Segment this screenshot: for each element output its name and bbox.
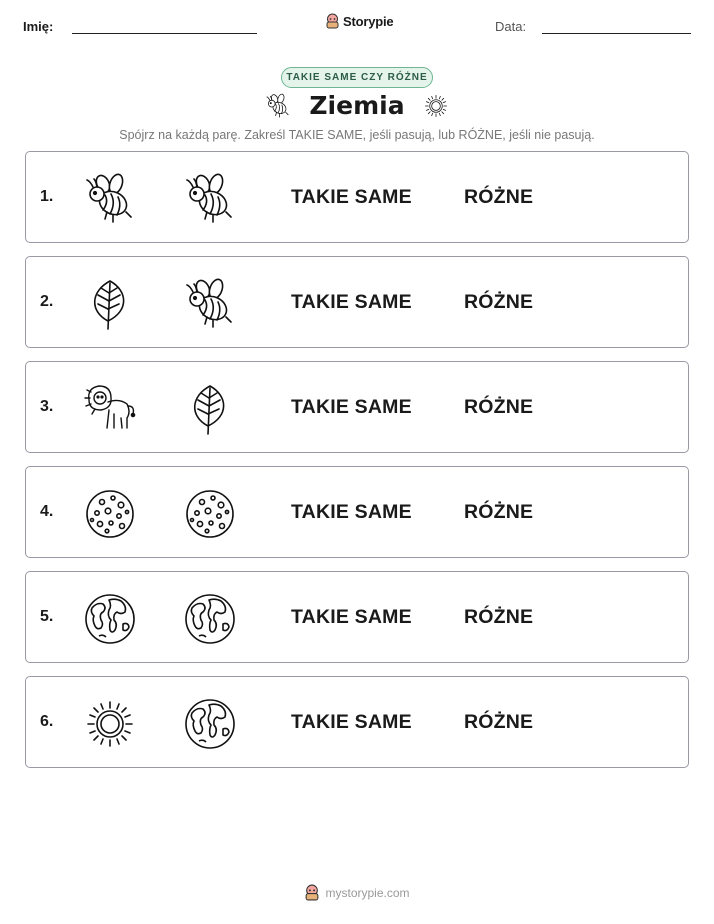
question-number: 1. bbox=[40, 188, 54, 205]
option-different[interactable]: RÓŻNE bbox=[464, 711, 534, 733]
option-same[interactable]: TAKIE SAME bbox=[291, 291, 412, 313]
date-line[interactable] bbox=[542, 33, 691, 34]
question-row bbox=[25, 466, 689, 558]
moon-icon bbox=[183, 487, 237, 541]
name-line[interactable] bbox=[72, 33, 257, 34]
question-number: 5. bbox=[40, 608, 54, 625]
footer-url: mystorypie.com bbox=[325, 885, 410, 900]
option-different[interactable]: RÓŻNE bbox=[464, 396, 534, 418]
moon-icon bbox=[83, 487, 137, 541]
question-row bbox=[25, 361, 689, 453]
option-same[interactable]: TAKIE SAME bbox=[291, 606, 412, 628]
sun-icon bbox=[423, 93, 449, 119]
question-number: 4. bbox=[40, 503, 54, 520]
question-row bbox=[25, 151, 689, 243]
question-number: 3. bbox=[40, 398, 54, 415]
option-same[interactable]: TAKIE SAME bbox=[291, 186, 412, 208]
earth-icon bbox=[183, 592, 237, 646]
question-number: 6. bbox=[40, 713, 54, 730]
question-row bbox=[25, 256, 689, 348]
brand-name: Storypie bbox=[343, 13, 394, 29]
bee-icon bbox=[183, 172, 237, 226]
bee-icon bbox=[183, 277, 237, 331]
leaf-icon bbox=[83, 277, 137, 331]
option-same[interactable]: TAKIE SAME bbox=[291, 711, 412, 733]
brand-logo bbox=[325, 13, 393, 29]
pie-mascot-icon bbox=[304, 884, 320, 901]
footer bbox=[0, 884, 714, 901]
earth-icon bbox=[183, 697, 237, 751]
date-label: Data: bbox=[495, 19, 527, 34]
page-title: Ziemia bbox=[309, 91, 405, 120]
option-different[interactable]: RÓŻNE bbox=[464, 291, 534, 313]
question-number: 2. bbox=[40, 293, 54, 310]
question-row bbox=[25, 676, 689, 768]
sun-icon bbox=[83, 697, 137, 751]
bee-icon bbox=[83, 172, 137, 226]
worksheet-type-badge: TAKIE SAME CZY RÓŻNE bbox=[281, 67, 433, 88]
option-different[interactable]: RÓŻNE bbox=[464, 186, 534, 208]
name-label: Imię: bbox=[23, 19, 54, 34]
option-same[interactable]: TAKIE SAME bbox=[291, 396, 412, 418]
lion-icon bbox=[83, 382, 137, 436]
option-same[interactable]: TAKIE SAME bbox=[291, 501, 412, 523]
title-row bbox=[0, 91, 714, 120]
question-row bbox=[25, 571, 689, 663]
option-different[interactable]: RÓŻNE bbox=[464, 606, 534, 628]
option-different[interactable]: RÓŻNE bbox=[464, 501, 534, 523]
bee-icon bbox=[265, 93, 291, 119]
pie-mascot-icon bbox=[325, 13, 340, 29]
leaf-icon bbox=[183, 382, 237, 436]
instructions: Spójrz na każdą parę. Zakreśl TAKIE SAME, jeśli pasują, lub RÓŻNE, jeśli nie pasują. bbox=[119, 128, 595, 142]
earth-icon bbox=[83, 592, 137, 646]
